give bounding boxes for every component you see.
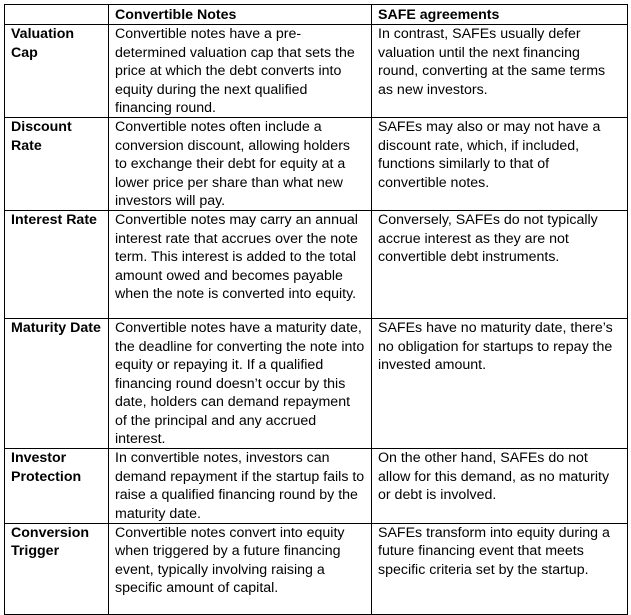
table-row (5, 211, 628, 319)
row-label: Conversion Trigger (5, 523, 109, 614)
row-label: Investor Protection (5, 449, 109, 524)
row-label: Discount Rate (5, 118, 109, 211)
table-row (5, 118, 628, 211)
safe-cell: SAFEs transform into equity during a future financing event that meets specific criteria set by the startup. (372, 523, 628, 614)
convertible-notes-cell: Convertible notes have a pre-determined valuation cap that sets the price at which the debt converts into equity during the next qualified financing round. (109, 25, 372, 118)
convertible-notes-cell: Convertible notes often include a conversion discount, allowing holders to exchange their debt for equity at a lower price per share than what new investors will pay. (109, 118, 372, 211)
row-label: Maturity Date (5, 319, 109, 449)
safe-cell: SAFEs have no maturity date, there’s no obligation for startups to repay the invested amount. (372, 319, 628, 449)
header-cell-safe-agreements: SAFE agreements (372, 5, 628, 25)
safe-cell: Conversely, SAFEs do not typically accrue interest as they are not convertible debt instruments. (372, 211, 628, 319)
row-label: Interest Rate (5, 211, 109, 319)
convertible-notes-cell: In convertible notes, investors can demand repayment if the startup fails to raise a qualified financing round by the maturity date. (109, 449, 372, 524)
header-cell-feature (5, 5, 109, 25)
table-row (5, 523, 628, 614)
table-row (5, 25, 628, 118)
header-row (5, 5, 628, 25)
table-row (5, 449, 628, 524)
row-label: Valuation Cap (5, 25, 109, 118)
safe-cell: In contrast, SAFEs usually defer valuation until the next financing round, converting at the same terms as new investors. (372, 25, 628, 118)
safe-cell: SAFEs may also or may not have a discount rate, which, if included, functions similarly to that of convertible notes. (372, 118, 628, 211)
table-row (5, 319, 628, 449)
comparison-table (4, 4, 628, 615)
convertible-notes-cell: Convertible notes convert into equity when triggered by a future financing event, typically involving raising a specific amount of capital. (109, 523, 372, 614)
convertible-notes-cell: Convertible notes may carry an annual interest rate that accrues over the note term. This interest is added to the total amount owed and becomes payable when the note is converted into equity. (109, 211, 372, 319)
header-cell-convertible-notes: Convertible Notes (109, 5, 372, 25)
convertible-notes-cell: Convertible notes have a maturity date, the deadline for converting the note into equity or repaying it. If a qualified financing round doesn’t occur by this date, holders can demand repayment of the principal and any accrued interest. (109, 319, 372, 449)
safe-cell: On the other hand, SAFEs do not allow for this demand, as no maturity or debt is involved. (372, 449, 628, 524)
